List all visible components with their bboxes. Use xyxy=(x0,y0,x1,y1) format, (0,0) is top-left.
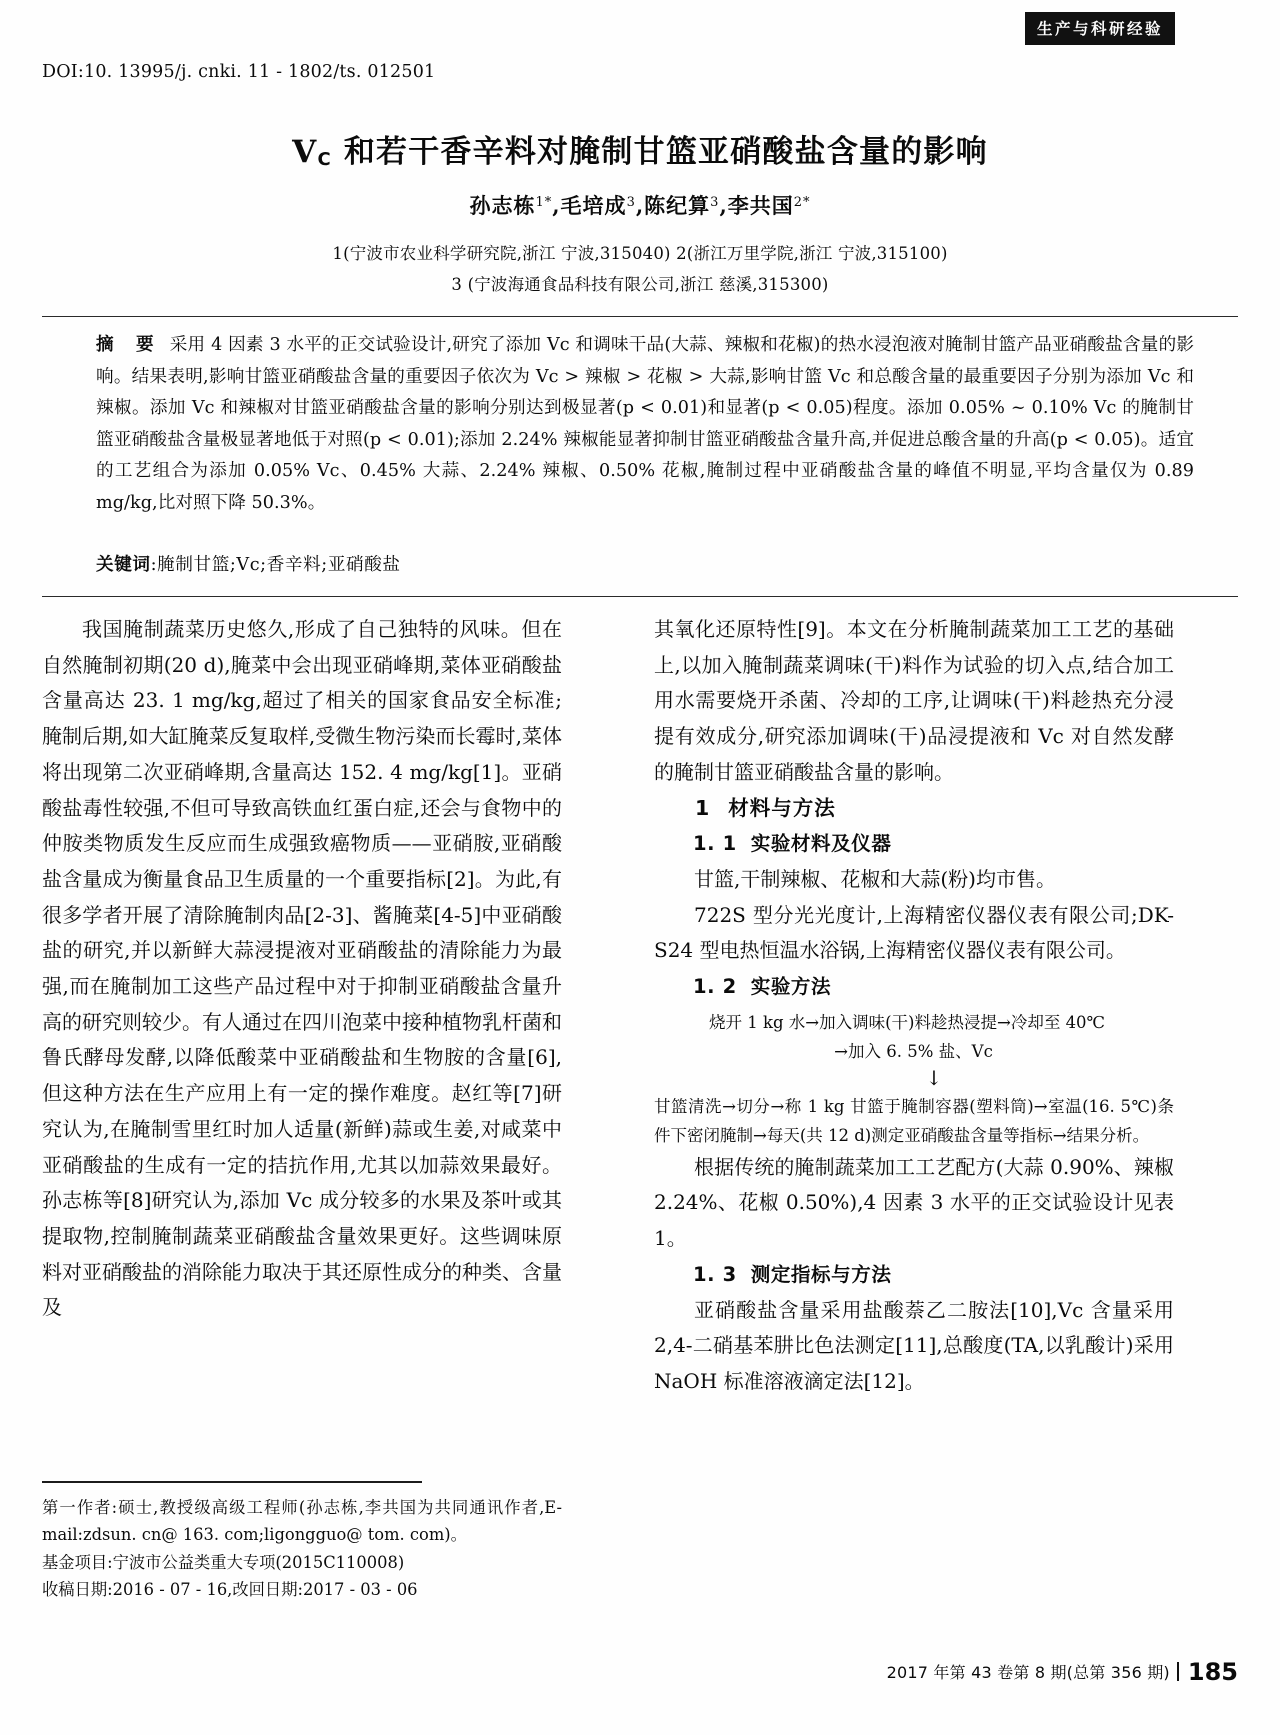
heading-section-1-1-number: 1. 1 xyxy=(693,832,737,856)
page-footer xyxy=(0,1658,1280,1686)
abstract-block xyxy=(96,330,1194,519)
title-rest: 和若干香辛料对腌制甘篮亚硝酸盐含量的影响 xyxy=(331,134,988,170)
keywords-block xyxy=(96,551,1194,576)
heading-section-1-1 xyxy=(654,826,1174,862)
footnote-author-line: 第一作者:硕士,教授级高级工程师(孙志栋,李共国为共同通讯作者,E-mail:zdsun. cn@ 163. com;ligongguo@ tom. com)。 xyxy=(42,1498,562,1545)
body-paragraph-formula: 根据传统的腌制蔬菜加工工艺配方(大蒜 0.90%、辣椒 2.24%、花椒 0.50%),4 因素 3 水平的正交试验设计见表 1。 xyxy=(654,1154,1174,1251)
body-column-left xyxy=(42,612,562,1326)
footnote-rule xyxy=(42,1481,422,1483)
footnote-fund-line: 基金项目:宁波市公益类重大专项(2015C110008) xyxy=(42,1552,405,1572)
heading-section-1-1-title: 实验材料及仪器 xyxy=(750,832,892,856)
heading-section-1-title: 材料与方法 xyxy=(728,795,836,820)
heading-section-1-2-number: 1. 2 xyxy=(693,975,737,999)
flow-step-line-3: 甘篮清洗→切分→称 1 kg 甘篮于腌制容器(塑料筒)→室温(16. 5℃)条件下密闭腌制→每天(共 12 d)测定亚硝酸盐含量等指标→结果分析。 xyxy=(654,1096,1174,1145)
heading-section-1-number: 1 xyxy=(695,795,711,820)
body-paragraph-intro: 其氧化还原特性[9]。本文在分析腌制蔬菜加工工艺的基础上,以加入腌制蔬菜调味(干)料作为试验的切入点,结合加工用水需要烧开杀菌、冷却的工序,让调味(干)料趁热充分浸提有效成分,研究添加调味(干)品浸提液和 Vc 对自然发酵的腌制甘篮亚硝酸盐含量的影响。 xyxy=(654,617,1174,784)
flow-step-line-1: 烧开 1 kg 水→加入调味(干)料趁热浸提→冷却至 40℃ xyxy=(709,1012,1106,1032)
keywords-label: 关键词 xyxy=(96,555,151,575)
title-vc-prefix: V xyxy=(292,134,318,170)
footnote-block xyxy=(42,1494,562,1604)
body-column-right xyxy=(654,612,1174,1400)
affiliation-line-1: 1(宁波市农业科学研究院,浙江 宁波,315040) 2(浙江万里学院,浙江 宁波,315100) xyxy=(332,244,948,263)
doi-line: DOI:10. 13995/j. cnki. 11 - 1802/ts. 012501 xyxy=(42,62,436,82)
body-paragraph-measurement: 亚硝酸盐含量采用盐酸萘乙二胺法[10],Vc 含量采用 2,4-二硝基苯肼比色法测定[11],总酸度(TA,以乳酸计)采用 NaOH 标准溶液滴定法[12]。 xyxy=(654,1297,1174,1393)
body-paragraph-materials: 甘篮,干制辣椒、花椒和大蒜(粉)均市售。 xyxy=(694,866,1056,891)
affiliation-line-2: 3 (宁波海通食品科技有限公司,浙江 慈溪,315300) xyxy=(451,275,829,294)
body-paragraph-instruments: 722S 型分光光度计,上海精密仪器仪表有限公司;DK-S24 型电热恒温水浴锅,上海精密仪器仪表有限公司。 xyxy=(654,902,1174,963)
heading-section-1-2-title: 实验方法 xyxy=(750,975,832,999)
author-list: 孙志栋$^{1*}$,毛培成$^3$,陈纪算$^3$,李共国$^{2*}$ xyxy=(469,193,811,218)
body-paragraph: 我国腌制蔬菜历史悠久,形成了自己独特的风味。但在自然腌制初期(20 d),腌菜中会出现亚硝峰期,菜体亚硝酸盐含量高达 23. 1 mg/kg,超过了相关的国家食品安全标准;腌制后期,如大缸腌菜反复取样,受微生物污染而长霉时,菜体将出现第二次亚硝峰期,含量高达 152. 4 mg/kg[1]。亚硝酸盐毒性较强,不但可导致高铁血红蛋白症,还会与食物中的仲胺类物质发生反应而生成强致癌物质——亚硝胺,亚硝酸盐含量成为衡量食品卫生质量的一个重要指标[2]。为此,有很多学者开展了清除腌制肉品[2-3]、酱腌菜[4-5]中亚硝酸盐的研究,并以新鲜大蒜浸提液对亚硝酸盐的清除能力为最强,而在腌制加工这些产品过程中对于抑制亚硝酸盐含量升高的研究则较少。有人通过在四川泡菜中接种植物乳杆菌和鲁氏酵母发酵,以降低酸菜中亚硝酸盐和生物胺的含量[6],但这种方法在生产应用上有一定的操作难度。赵红等[7]研究认为,在腌制雪里红时加人适量(新鲜)蒜或生姜,对咸菜中亚硝酸盐的生成有一定的拮抗作用,尤其以加蒜效果最好。孙志栋等[8]研究认为,添加 Vc 成分较多的水果及茶叶或其提取物,控制腌制蔬菜亚硝酸盐含量效果更好。这些调味原料对亚硝酸盐的消除能力取决于其还原性成分的种类、含量及 xyxy=(42,617,562,1320)
heading-section-1 xyxy=(654,791,1174,827)
heading-section-1-3 xyxy=(654,1257,1174,1293)
heading-section-1-3-title: 测定指标与方法 xyxy=(750,1262,892,1286)
heading-section-1-2 xyxy=(654,969,1174,1005)
process-flow-diagram xyxy=(654,1008,1174,1150)
abstract-text: 采用 4 因素 3 水平的正交试验设计,研究了添加 Vc 和调味干品(大蒜、辣椒和花椒)的热水浸泡液对腌制甘篮产品亚硝酸盐含量的影响。结果表明,影响甘篮亚硝酸盐含量的重要因子依次为 Vc > 辣椒 > 花椒 > 大蒜,影响甘篮 Vc 和总酸含量的最重要因子分别为添加 Vc 和辣椒。添加 Vc 和辣椒对甘篮亚硝酸盐含量的影响分别达到极显著(p < 0.01)和显著(p < 0.05)程度。添加 0.05% ~ 0.10% Vc 的腌制甘篮亚硝酸盐含量极显著地低于对照(p < 0.01);添加 2.24% 辣椒能显著抑制甘篮亚硝酸盐含量升高,并促进总酸含量的升高(p < 0.05)。适宜的工艺组合为添加 0.05% Vc、0.45% 大蒜、2.24% 辣椒、0.50% 花椒,腌制过程中亚硝酸盐含量的峰值不明显,平均含量仅为 0.89 mg/kg,比对照下降 50.3%。 xyxy=(96,335,1194,513)
journal-issue-label: 2017 年第 43 卷第 8 期(总第 356 期) xyxy=(886,1663,1170,1682)
footnote-date-line: 收稿日期:2016 - 07 - 16,改回日期:2017 - 03 - 06 xyxy=(42,1580,418,1600)
flow-step-line-2: →加入 6. 5% 盐、Vc xyxy=(834,1041,993,1061)
abstract-bottom-rule xyxy=(42,596,1238,597)
page-title xyxy=(0,126,1280,171)
title-vc-subscript: C xyxy=(317,149,332,171)
footer-divider xyxy=(1177,1662,1179,1681)
page-number: 185 xyxy=(1187,1658,1238,1686)
keywords-text: :腌制甘篮;Vc;香辛料;亚硝酸盐 xyxy=(150,555,401,575)
abstract-top-rule xyxy=(42,316,1238,317)
flow-arrow-down-icon: ↓ xyxy=(925,1065,943,1090)
heading-section-1-3-number: 1. 3 xyxy=(693,1262,737,1286)
section-banner: 生产与科研经验 xyxy=(1025,12,1175,45)
abstract-label: 摘 要 xyxy=(96,335,162,355)
